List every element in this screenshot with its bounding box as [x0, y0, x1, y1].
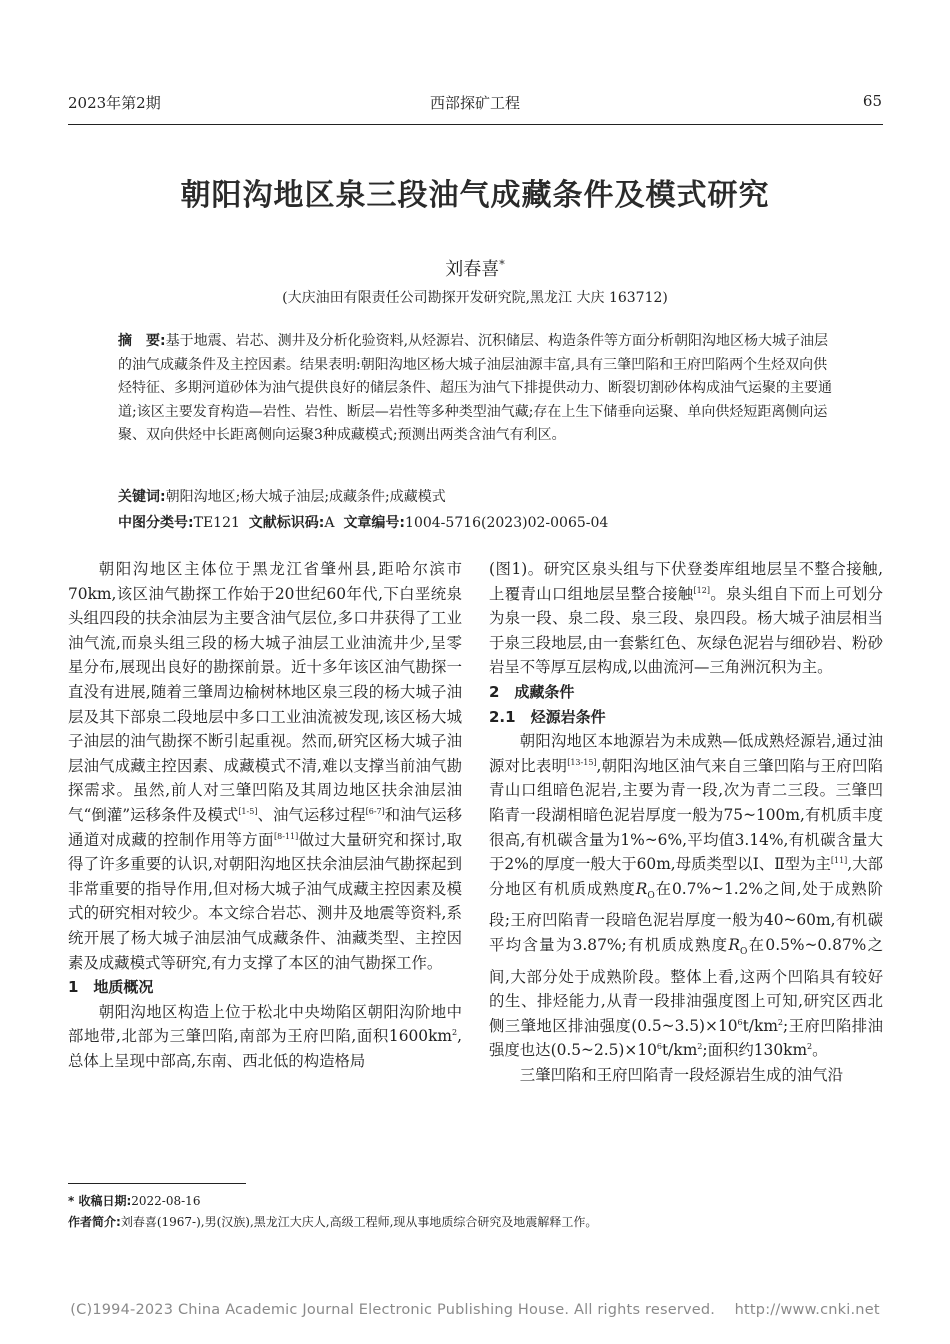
- issue-label: 2023年第2期: [68, 94, 161, 112]
- keywords-label: 关键词:: [118, 489, 166, 505]
- migration-paragraph: 三肇凹陷和王府凹陷青一段烃源岩生成的油气沿: [519, 1066, 844, 1085]
- keywords: [118, 486, 838, 506]
- clc-label: 中图分类号:: [118, 515, 194, 531]
- classification-line: [118, 512, 838, 532]
- citation: [6-7]: [365, 806, 385, 816]
- journal-name: 西部探矿工程: [429, 94, 520, 112]
- citation: [12]: [693, 585, 710, 595]
- author-line: [0, 255, 950, 281]
- clc-value: TE121: [193, 515, 240, 531]
- doc-label: 文献标识码:: [248, 515, 325, 531]
- doc-value: A: [324, 515, 335, 531]
- subsection-heading-2-1: 2.1 烃源岩条件: [489, 707, 606, 726]
- citation: [8-11]: [273, 831, 299, 841]
- left-column: [68, 557, 462, 1073]
- abstract-label: 摘 要:: [118, 333, 166, 349]
- paper-title: 朝阳沟地区泉三段油气成藏条件及模式研究: [180, 178, 770, 213]
- geology-paragraph-cont: (图1)。研究区泉头组与下伏登娄库组地层呈不整合接触,上覆青山口组地层呈整合接触[12]。泉头组自下而上可划分为泉一段、泉二段、泉三段、泉四段。杨大城子油层相当于泉三段地层,由一套紫红色、灰绿色泥岩与细砂岩、粉砂岩呈不等厚互层构成,以曲流河—三角洲沉积为主。: [489, 560, 883, 677]
- section-heading-2: 2 成藏条件: [489, 682, 575, 701]
- received-date-note: * 收稿日期:2022-08-16: [68, 1194, 201, 1208]
- right-column: [489, 557, 883, 1088]
- abstract: [118, 330, 838, 448]
- intro-paragraph: 朝阳沟地区主体位于黑龙江省肇州县,距哈尔滨市70km,该区油气勘探工作始于20世纪60年代,下白垩统泉头组四段的扶余油层为主要含油气层位,多口井获得了工业油气流,而泉头组三段的杨大城子油层工业油流井少,呈零星分布,展现出良好的勘探前景。近十多年该区油气勘探一直没有进展,随着三肇周边榆树林地区泉三段的杨大城子油层及其下部泉二段地层中多口工业油流被发现,该区杨大城子油层的油气勘探不断引起重视。然而,研究区杨大城子油层油气成藏主控因素、成藏模式不清,难以支撑当前油气勘探需求。虽然,前人对三肇凹陷及其周边地区扶余油层油气“倒灌”运移条件及模式[1-5]、油气运移过程[6-7]和油气运移通道对成藏的控制作用等方面[8-11]做过大量研究和探讨,取得了许多重要的认识,对朝阳沟地区扶余油层油气勘探起到非常重要的指导作用,但对杨大城子油气成藏主控因素及模式的研究相对较少。本文综合岩芯、测井及地震等资料,系统开展了杨大城子油层油气成藏条件、油藏类型、主控因素及成藏模式等研究,有力支撑了本区的油气勘探工作。: [68, 560, 462, 972]
- footnote-rule: [68, 1183, 246, 1184]
- article-label: 文章编号:: [343, 515, 406, 531]
- citation: [1-5]: [238, 806, 258, 816]
- abstract-text: 基于地震、岩芯、测井及分析化验资料,从烃源岩、沉积储层、构造条件等方面分析朝阳沟地区杨大城子油层的油气成藏条件及主控因素。结果表明:朝阳沟地区杨大城子油层油源丰富,具有三肇凹陷和王府凹陷两个生烃双向供烃特征、多期河道砂体为油气提供良好的储层条件、超压为油气下排提供动力、断裂切割砂体构成油气运聚的主要通道;该区主要发育构造—岩性、岩性、断层—岩性等多种类型油气藏;存在上生下储垂向运聚、单向供烃短距离侧向运聚、双向供烃中长距离侧向运聚3种成藏模式;预测出两类含油气有利区。: [118, 333, 832, 444]
- affiliation: (大庆油田有限责任公司勘探开发研究院,黑龙江 大庆 163712): [282, 290, 668, 306]
- geology-paragraph: 朝阳沟地区构造上位于松北中央坳陷区朝阳沟阶地中部地带,北部为三肇凹陷,南部为王府凹陷,面积$1600km^2$,总体上呈现中部高,东南、西北低的构造格局: [68, 1002, 462, 1070]
- header-rule: [68, 124, 883, 125]
- article-value: 1004-5716(2023)02-0065-04: [405, 515, 609, 531]
- author-bio-note: 作者简介:刘春喜(1967-),男(汉族),黑龙江大庆人,高级工程师,现从事地质综合研究及地震解释工作。: [68, 1215, 598, 1229]
- section-heading-1: 1 地质概况: [68, 978, 154, 997]
- author-footnote-mark: *: [499, 258, 505, 271]
- citation: [13-15]: [567, 757, 597, 767]
- author-name: 刘春喜: [445, 259, 500, 280]
- page-number: 65: [862, 92, 882, 110]
- copyright-watermark: (C)1994-2023 China Academic Journal Electronic Publishing House. All rights reserved. http://www.cnki.net: [70, 1302, 880, 1318]
- citation: [11]: [830, 856, 848, 865]
- source-rock-paragraph: 朝阳沟地区本地源岩为未成熟—低成熟烃源岩,通过油源对比表明[13-15],朝阳沟地区油气来自三肇凹陷与王府凹陷青山口组暗色泥岩,主要为青一段,次为青二三段。三肇凹陷青一段湖相暗色泥岩厚度一般为75~100m,有机质丰度很高,有机碳含量为1%~6%,平均值3.14%,有机碳含量大于2%的厚度一般大于60m,母质类型以Ⅰ、Ⅱ型为主[11],大部分地区有机质成熟度$R_O$在0.7%~1.2%之间,处于成熟阶段;王府凹陷青一段暗色泥岩厚度一般为40~60m,有机碳平均含量为3.87%;有机质成熟度$R_O$在0.5%~0.87%之间,大部分处于成熟阶段。整体上看,这两个凹陷具有较好的生、排烃能力,从青一段排油强度图上可知,研究区西北侧三肇地区排油强度$(0.5\sim 3.5)\times 10^6t/km^2$;王府凹陷排油强度也达$(0.5\sim 2.5)\times 10^6t/km^2$;面积约$130km^2$。: [489, 732, 884, 1060]
- keywords-text: 朝阳沟地区;杨大城子油层;成藏条件;成藏模式: [165, 489, 446, 505]
